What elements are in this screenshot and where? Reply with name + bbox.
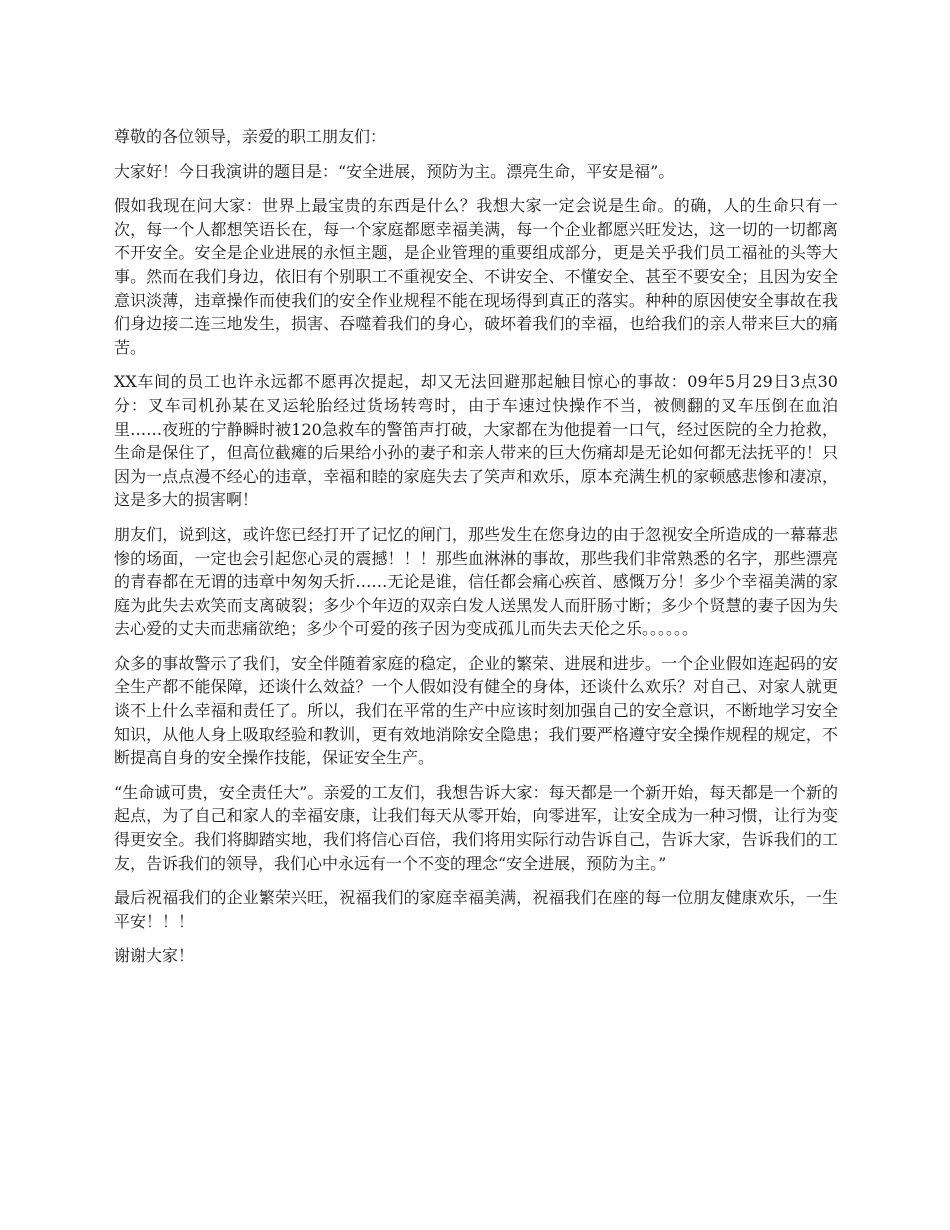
salutation: 尊敬的各位领导，亲爱的职工朋友们：	[114, 127, 387, 146]
paragraph-accident-story: XX车间的员工也许永远都不愿再次提起，却又无法回避那起触目惊心的事故：09年5月29日3点30分：叉车司机孙某在叉运轮胎经过货场转弯时，由于车速过快操作不当，被侧翻的叉车压倒在血泊里……夜班的宁静瞬时被120急救车的警笛声打破，大家都在为他提着一口气，经过医院的全力抢救，生命是保住了，但高位截瘫的后果给小孙的妻子和亲人带来的巨大伤痛却是无论如何都无法抚平的！只因为一点点漫不经心的违章，幸福和睦的家庭失去了笑声和欢乐，原本充满生机的家顿感悲惨和凄凉，这是多大的损害啊！	[114, 372, 838, 510]
paragraph-life-value: 假如我现在问大家：世界上最宝贵的东西是什么？我想大家一定会说是生命。的确，人的生命只有一次，每一个人都想笑语长在，每一个家庭都愿幸福美满，每一个企业都愿兴旺发达，这一切的一切都离不开安全。安全是企业进展的永恒主题，是企业管理的重要组成部分，更是关乎我们员工福祉的头等大事。然而在我们身边，依旧有个别职工不重视安全、不讲安全、不懂安全、甚至不要安全；且因为安全意识淡薄，违章操作而使我们的安全作业规程不能在现场得到真正的落实。种种的原因使安全事故在我们身边接二连三地发生，损害、吞噬着我们的身心，破坏着我们的幸福，也给我们的亲人带来巨大的痛苦。	[114, 196, 838, 357]
paragraph-commitment: “生命诚可贵，安全责任大”。亲爱的工友们，我想告诉大家：每天都是一个新开始，每天都是一个新的起点，为了自己和家人的幸福安康，让我们每天从零开始，向零进军，让安全成为一种习惯，让行为变得更安全。我们将脚踏实地，我们将信心百倍，我们将用实际行动告诉自己，告诉大家，告诉我们的工友，告诉我们的领导，我们心中永远有一个不变的理念“安全进展，预防为主。”	[114, 782, 838, 873]
paragraph-memories: 朋友们，说到这，或许您已经打开了记忆的闸门，那些发生在您身边的由于忽视安全所造成的一幕幕悲惨的场面，一定也会引起您心灵的震撼！！！那些血淋淋的事故，那些我们非常熟悉的名字，那些漂亮的青春都在无谓的违章中匆匆夭折……无论是谁，信任都会痛心疾首、感慨万分！多少个幸福美满的家庭为此失去欢笑而支离破裂；多少个年迈的双亲白发人送黑发人而肝肠寸断；多少个贤慧的妻子因为失去心爱的丈夫而悲痛欲绝；多少个可爱的孩子因为变成孤儿而失去天伦之乐。。。。。。	[114, 524, 838, 639]
paragraph-greeting: 大家好！今日我演讲的题目是：“安全进展，预防为主。漂亮生命，平安是福”。	[114, 161, 675, 181]
document-page	[114, 125, 838, 979]
paragraph-blessing: 最后祝福我们的企业繁荣兴旺，祝福我们的家庭幸福美满，祝福我们在座的每一位朋友健康欢乐，一生平安！！！	[114, 888, 838, 931]
closing: 谢谢大家！	[114, 946, 195, 966]
paragraph-warning: 众多的事故警示了我们，安全伴随着家庭的稳定，企业的繁荣、进展和进步。一个企业假如连起码的安全生产都不能保障，还谈什么效益？一个人假如没有健全的身体，还谈什么欢乐？对自己、对家人就更谈不上什么幸福和责任了。所以，我们在平常的生产中应该时刻加强自己的安全意识，不断地学习安全知识，从他人身上吸取经验和教训，更有效地消除安全隐患；我们要严格遵守安全操作规程的规定，不断提高自身的安全操作技能，保证安全生产。	[114, 653, 838, 768]
